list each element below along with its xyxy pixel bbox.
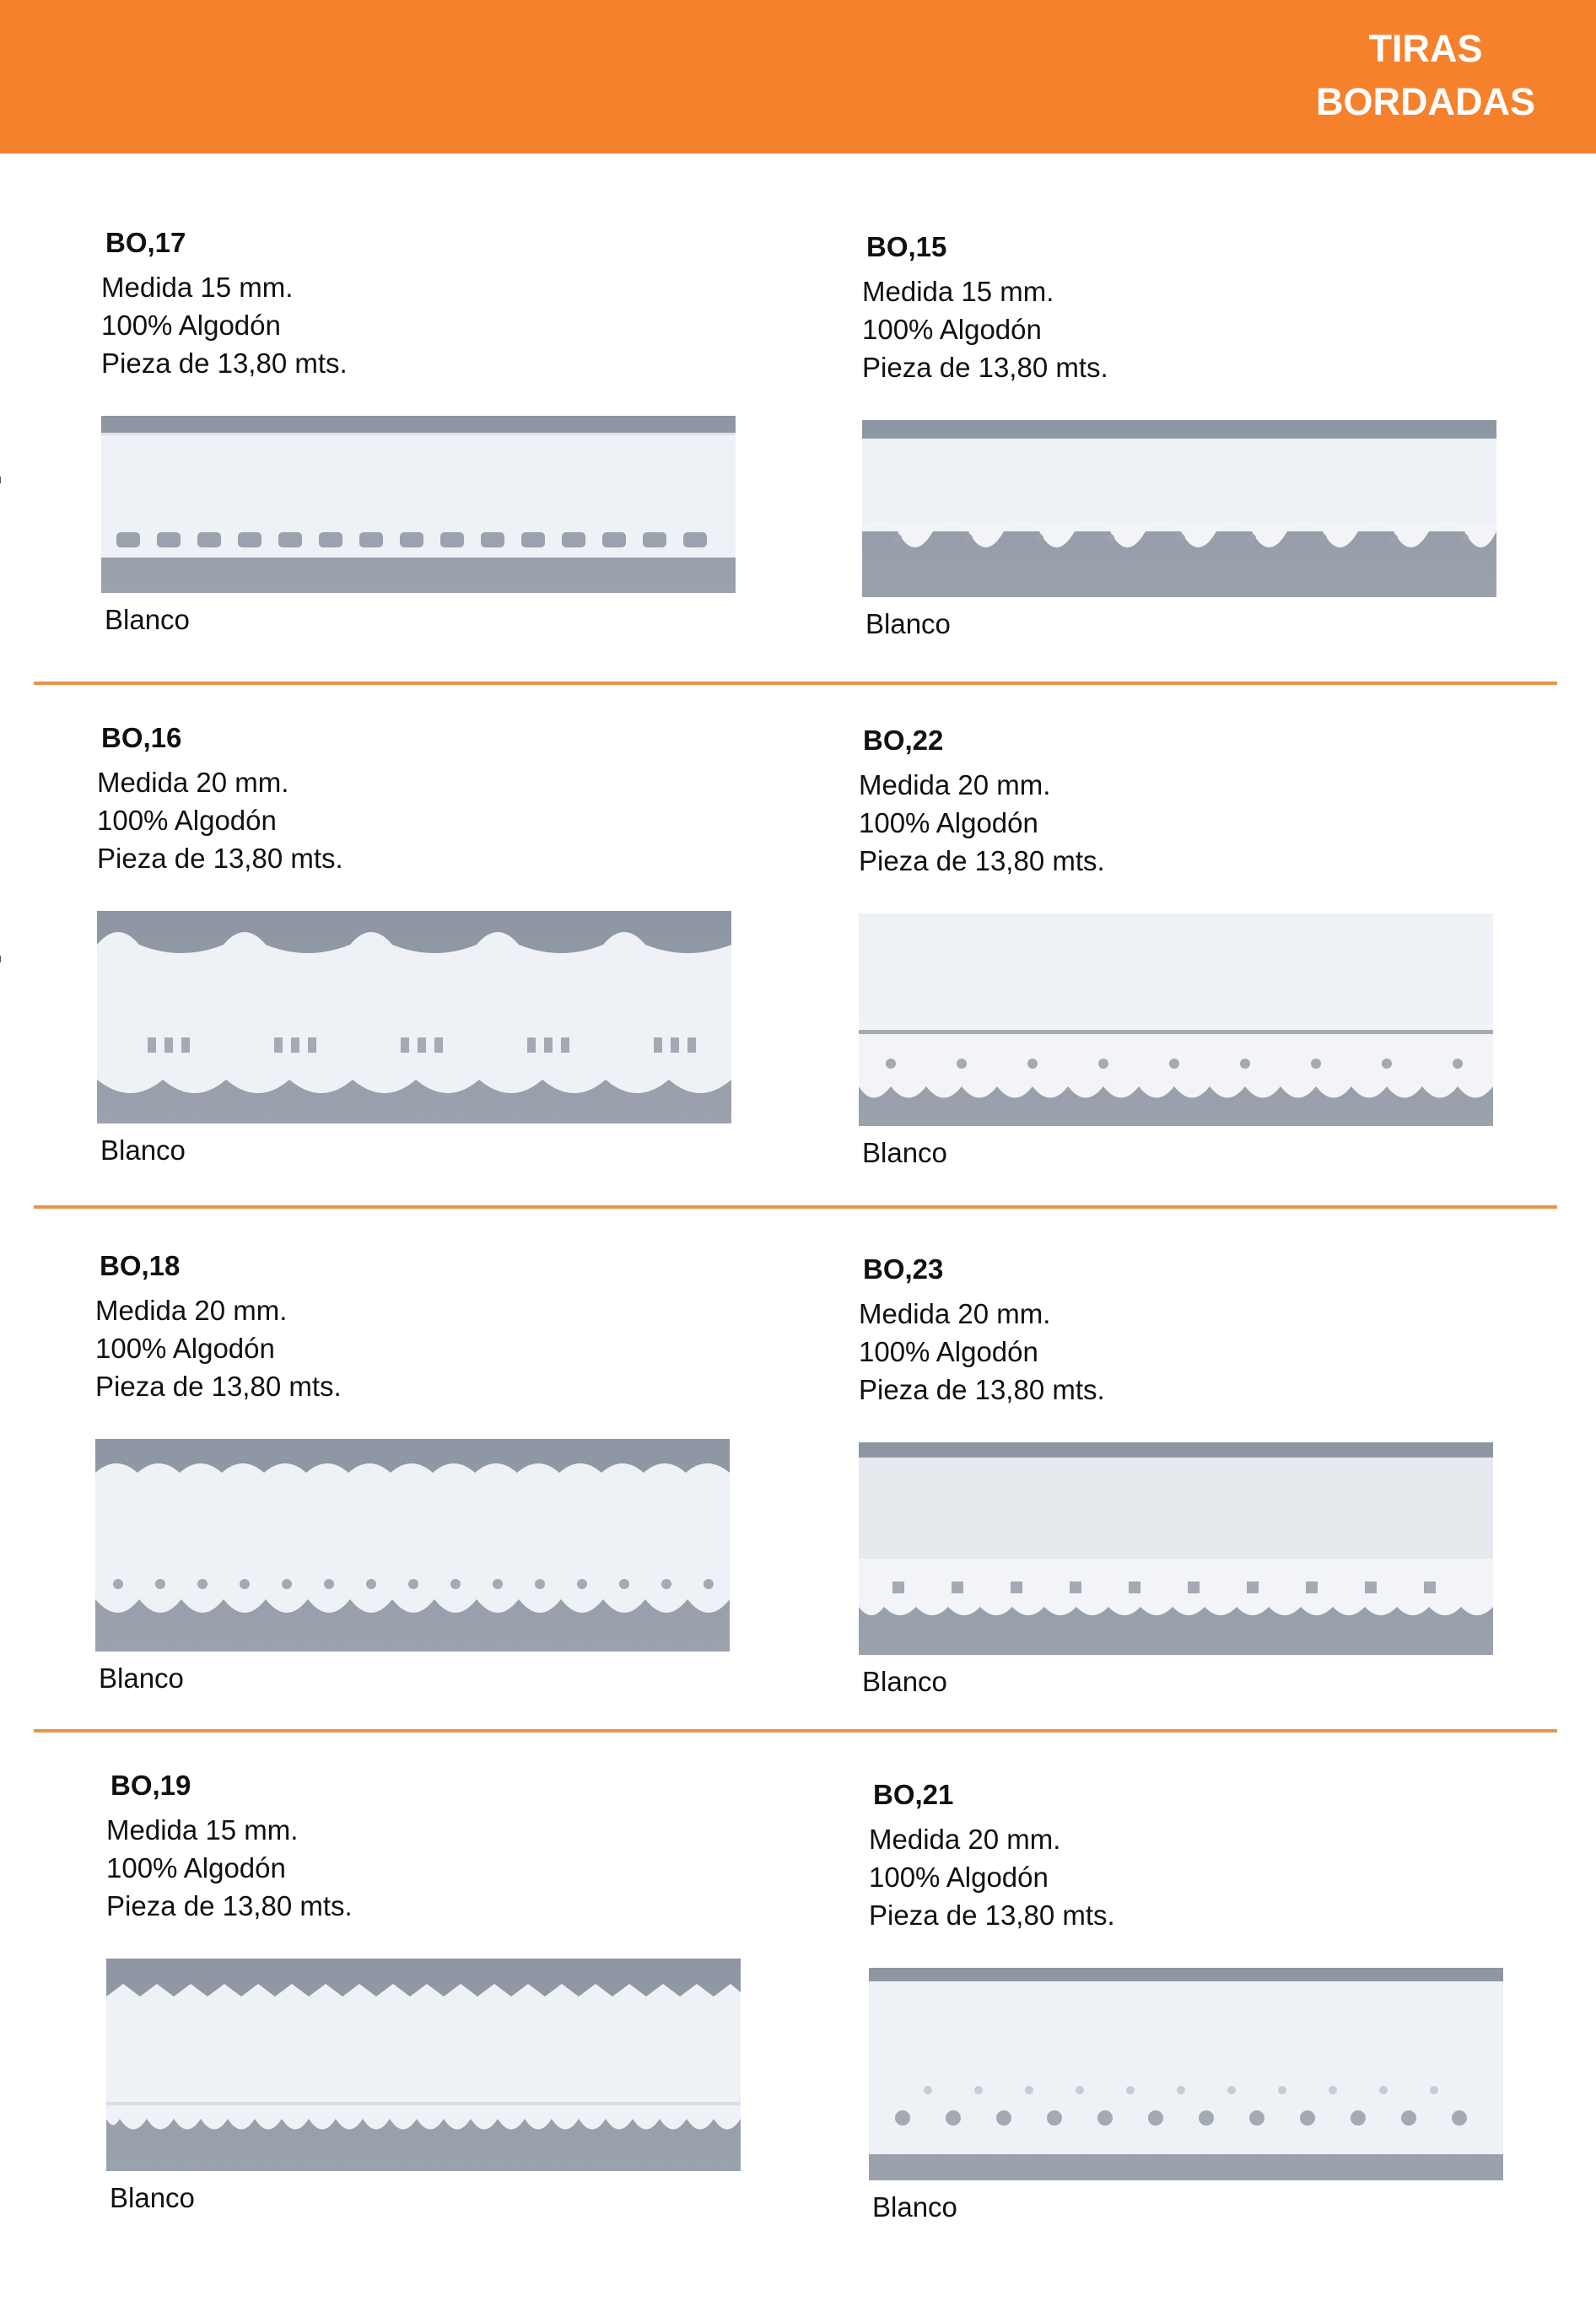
product-color: Blanco — [100, 1134, 186, 1166]
product-photo — [97, 911, 731, 1124]
product-color: Blanco — [862, 1666, 947, 1697]
product-piece-length: Pieza de 13,80 mts. — [869, 1900, 1115, 1931]
row-divider — [34, 1729, 1557, 1732]
product-specs — [859, 766, 1500, 880]
product-specs — [869, 1820, 1510, 1934]
product-specs — [95, 1291, 736, 1405]
product-piece-length: Pieza de 13,80 mts. — [97, 843, 343, 874]
product-code: BO,16 — [101, 722, 182, 753]
product-code: BO,18 — [100, 1250, 181, 1281]
section-title — [1299, 22, 1552, 128]
product-specs — [862, 272, 1503, 386]
product-card-bo22 — [859, 724, 1500, 1170]
product-color: Blanco — [99, 1662, 184, 1694]
product-photo — [869, 1968, 1503, 2180]
row-divider — [34, 682, 1557, 685]
page-header — [0, 0, 1596, 154]
product-color: Blanco — [872, 2191, 957, 2223]
product-color: Blanco — [105, 604, 190, 635]
product-piece-length: Pieza de 13,80 mts. — [101, 348, 348, 379]
product-code: BO,15 — [866, 231, 947, 262]
product-card-bo23 — [859, 1253, 1500, 1699]
product-material: 100% Algodón — [106, 1852, 286, 1883]
product-card-bo19 — [106, 1769, 747, 2215]
product-material: 100% Algodón — [101, 310, 281, 341]
product-photo — [95, 1439, 730, 1652]
product-card-bo21 — [869, 1778, 1510, 2224]
product-photo — [859, 1442, 1493, 1655]
product-size: Medida 20 mm. — [859, 769, 1051, 800]
product-material: 100% Algodón — [859, 807, 1038, 838]
product-photo — [101, 416, 736, 593]
product-piece-length: Pieza de 13,80 mts. — [95, 1371, 342, 1402]
product-code: BO,23 — [863, 1253, 944, 1285]
product-card-bo18 — [95, 1249, 736, 1695]
product-size: Medida 15 mm. — [101, 272, 294, 303]
product-material: 100% Algodón — [869, 1862, 1049, 1893]
product-piece-length: Pieza de 13,80 mts. — [859, 845, 1105, 876]
product-specs — [106, 1811, 747, 1925]
product-code: BO,17 — [105, 227, 186, 258]
page-edge-mark — [0, 956, 1, 962]
product-size: Medida 20 mm. — [859, 1298, 1051, 1329]
product-size: Medida 15 mm. — [106, 1814, 299, 1846]
product-piece-length: Pieza de 13,80 mts. — [859, 1374, 1105, 1405]
product-material: 100% Algodón — [95, 1333, 275, 1364]
product-size: Medida 20 mm. — [95, 1295, 288, 1326]
row-divider — [34, 1205, 1557, 1209]
product-size: Medida 15 mm. — [862, 276, 1054, 307]
product-material: 100% Algodón — [859, 1336, 1038, 1367]
product-code: BO,21 — [873, 1779, 954, 1810]
product-code: BO,19 — [111, 1770, 191, 1801]
product-material: 100% Algodón — [97, 805, 277, 836]
product-piece-length: Pieza de 13,80 mts. — [106, 1890, 353, 1921]
title-line-2: BORDADAS — [1315, 80, 1535, 123]
product-card-bo17 — [101, 226, 742, 637]
product-color: Blanco — [865, 608, 951, 639]
product-card-bo15 — [862, 230, 1503, 641]
page-edge-mark — [0, 477, 1, 483]
product-specs — [859, 1295, 1500, 1409]
product-size: Medida 20 mm. — [869, 1824, 1061, 1855]
product-code: BO,22 — [863, 725, 944, 756]
product-specs — [101, 268, 742, 382]
product-color: Blanco — [862, 1137, 947, 1168]
product-material: 100% Algodón — [862, 314, 1042, 345]
product-specs — [97, 763, 738, 877]
product-size: Medida 20 mm. — [97, 767, 289, 798]
product-photo — [862, 420, 1496, 597]
product-piece-length: Pieza de 13,80 mts. — [862, 352, 1108, 383]
product-color: Blanco — [110, 2182, 195, 2213]
product-card-bo16 — [97, 721, 738, 1167]
product-photo — [106, 1959, 741, 2171]
title-line-1: TIRAS — [1368, 27, 1483, 70]
product-photo — [859, 913, 1493, 1126]
